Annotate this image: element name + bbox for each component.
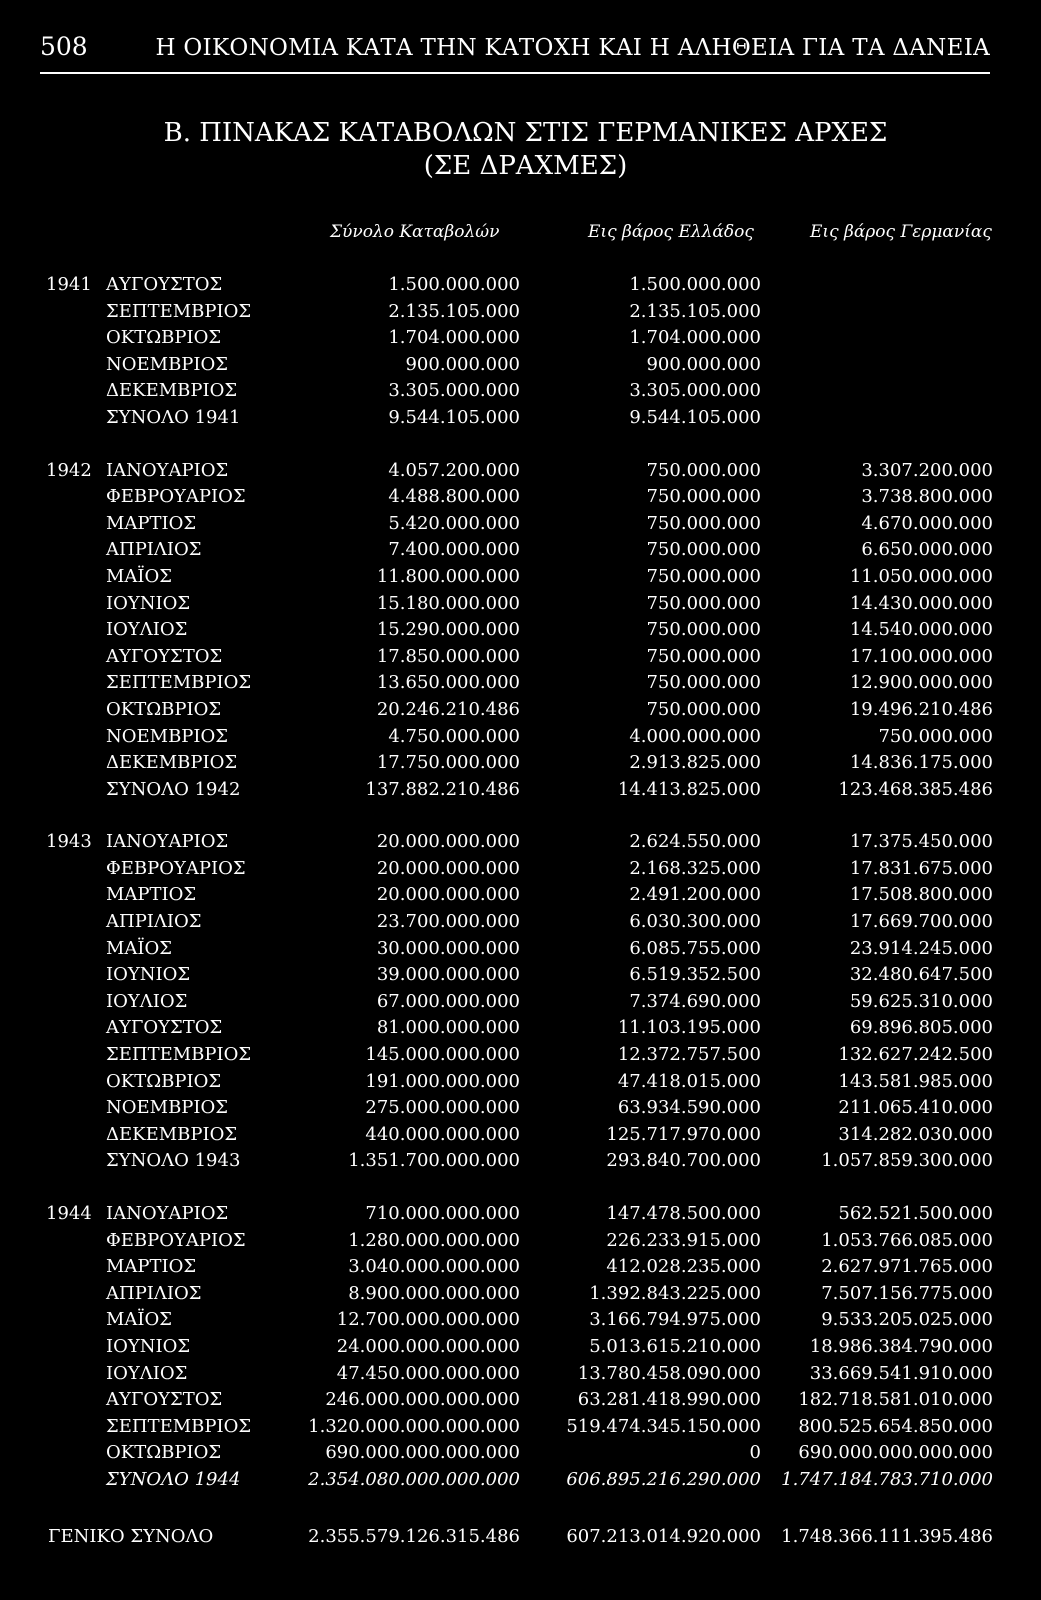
- grand-total-sum: 2.355.579.126.315.486: [308, 1526, 520, 1547]
- row-label: ΜΑΡΤΙΟΣ: [106, 512, 197, 534]
- total-cell: 15.290.000.000: [376, 619, 520, 641]
- germany-cell: 14.836.175.000: [849, 752, 993, 774]
- greece-cell: 4.000.000.000: [629, 725, 761, 747]
- germany-cell: 6.650.000.000: [861, 539, 993, 561]
- greece-cell: 14.413.825.000: [617, 778, 761, 800]
- table-row: [0, 352, 1041, 379]
- greece-cell: 7.374.690.000: [629, 990, 761, 1012]
- table-row: [0, 537, 1041, 564]
- page-number: 508: [40, 32, 88, 61]
- row-label: ΣΥΝΟΛΟ 1942: [106, 778, 241, 800]
- row-label: ΑΠΡΙΛΙΟΣ: [106, 1282, 202, 1304]
- total-cell: 246.000.000.000.000: [325, 1389, 520, 1411]
- greece-cell: 5.013.615.210.000: [589, 1335, 761, 1357]
- row-label: ΙΑΝΟΥΑΡΙΟΣ: [106, 459, 229, 481]
- greece-cell: 750.000.000: [646, 592, 761, 614]
- row-label: ΣΕΠΤΕΜΒΡΙΟΣ: [106, 672, 252, 694]
- total-cell: 5.420.000.000: [388, 512, 520, 534]
- greece-cell: 63.934.590.000: [617, 1097, 761, 1119]
- total-cell: 12.700.000.000.000: [336, 1309, 520, 1331]
- row-label: ΙΟΥΝΙΟΣ: [106, 1335, 191, 1357]
- row-label: ΜΑΪΟΣ: [106, 937, 173, 959]
- table-row: [0, 1440, 1041, 1467]
- germany-cell: 33.669.541.910.000: [809, 1362, 993, 1384]
- table-row: [0, 299, 1041, 326]
- total-cell: 191.000.000.000: [365, 1070, 520, 1092]
- table-row: [0, 1042, 1041, 1069]
- total-cell: 23.700.000.000: [376, 911, 520, 933]
- row-label: ΣΕΠΤΕΜΒΡΙΟΣ: [106, 1044, 252, 1066]
- greece-cell: 6.030.300.000: [629, 911, 761, 933]
- germany-cell: 14.430.000.000: [849, 592, 993, 614]
- total-cell: 1.704.000.000: [388, 327, 520, 349]
- greece-cell: 3.166.794.975.000: [589, 1309, 761, 1331]
- table-row: [0, 1069, 1041, 1096]
- row-label: ΙΟΥΝΙΟΣ: [106, 964, 191, 986]
- table-row: [0, 1015, 1041, 1042]
- table-row: [0, 1228, 1041, 1255]
- greece-cell: 11.103.195.000: [617, 1017, 761, 1039]
- row-label: ΣΕΠΤΕΜΒΡΙΟΣ: [106, 1415, 252, 1437]
- table-row: [0, 484, 1041, 511]
- greece-cell: 2.491.200.000: [629, 884, 761, 906]
- grand-total-greece: 607.213.014.920.000: [566, 1526, 761, 1547]
- greece-cell: 750.000.000: [646, 645, 761, 667]
- germany-cell: 1.053.766.085.000: [821, 1229, 993, 1251]
- greece-cell: 750.000.000: [646, 698, 761, 720]
- row-label: ΟΚΤΩΒΡΙΟΣ: [106, 1070, 222, 1092]
- column-header-greece: Εις βάρος Ελλάδος: [588, 222, 754, 242]
- table-row: [0, 1254, 1041, 1281]
- table-row: [0, 1281, 1041, 1308]
- germany-cell: 3.307.200.000: [861, 459, 993, 481]
- total-cell: 8.900.000.000.000: [348, 1282, 520, 1304]
- germany-cell: 59.625.310.000: [849, 990, 993, 1012]
- year-label: 1943: [46, 831, 92, 853]
- row-label: ΣΥΝΟΛΟ 1943: [106, 1150, 241, 1172]
- greece-cell: 6.519.352.500: [629, 964, 761, 986]
- table-row: [0, 458, 1041, 485]
- table-row: [0, 1334, 1041, 1361]
- table-row: [0, 617, 1041, 644]
- table-row: [0, 1095, 1041, 1122]
- greece-cell: 750.000.000: [646, 565, 761, 587]
- germany-cell: 17.508.800.000: [849, 884, 993, 906]
- total-cell: 3.305.000.000: [388, 380, 520, 402]
- total-cell: 20.246.210.486: [376, 698, 520, 720]
- total-cell: 20.000.000.000: [376, 857, 520, 879]
- table-row: [0, 856, 1041, 883]
- total-cell: 81.000.000.000: [376, 1017, 520, 1039]
- greece-cell: 750.000.000: [646, 512, 761, 534]
- column-header-total: Σύνολο Καταβολών: [330, 222, 500, 242]
- table-row: [0, 829, 1041, 856]
- greece-cell: 63.281.418.990.000: [577, 1389, 761, 1411]
- greece-cell: 1.500.000.000: [629, 274, 761, 295]
- year-total-row: [0, 1148, 1041, 1175]
- table-row: [0, 882, 1041, 909]
- total-cell: 47.450.000.000.000: [336, 1362, 520, 1384]
- greece-cell: 9.544.105.000: [629, 406, 761, 428]
- germany-cell: 17.831.675.000: [849, 857, 993, 879]
- total-cell: 39.000.000.000: [376, 964, 520, 986]
- row-label: ΝΟΕΜΒΡΙΟΣ: [106, 725, 229, 747]
- row-label: ΦΕΒΡΟΥΑΡΙΟΣ: [106, 857, 246, 879]
- table-row: [0, 272, 1041, 299]
- total-cell: 1.351.700.000.000: [348, 1150, 520, 1172]
- row-label: ΣΥΝΟΛΟ 1944: [106, 1468, 241, 1490]
- total-cell: 30.000.000.000: [376, 937, 520, 959]
- total-cell: 440.000.000.000: [365, 1123, 520, 1145]
- greece-cell: 606.895.216.290.000: [566, 1468, 761, 1490]
- table-row: [0, 962, 1041, 989]
- germany-cell: 800.525.654.850.000: [798, 1415, 993, 1437]
- grand-total-germany: 1.748.366.111.395.486: [781, 1526, 993, 1547]
- total-cell: 4.488.800.000: [388, 486, 520, 508]
- row-label: ΙΟΥΛΙΟΣ: [106, 1362, 188, 1384]
- row-label: ΜΑΪΟΣ: [106, 565, 173, 587]
- total-cell: 7.400.000.000: [388, 539, 520, 561]
- germany-cell: 211.065.410.000: [838, 1097, 993, 1119]
- row-label: ΑΥΓΟΥΣΤΟΣ: [106, 1389, 223, 1411]
- row-label: ΣΥΝΟΛΟ 1941: [106, 406, 241, 428]
- greece-cell: 13.780.458.090.000: [577, 1362, 761, 1384]
- germany-cell: 4.670.000.000: [861, 512, 993, 534]
- greece-cell: 47.418.015.000: [617, 1070, 761, 1092]
- page-header: [40, 14, 990, 74]
- table-row: [0, 670, 1041, 697]
- total-cell: 2.135.105.000: [388, 300, 520, 322]
- greece-cell: 293.840.700.000: [606, 1150, 761, 1172]
- year-label: 1942: [46, 459, 92, 481]
- header-rule: [40, 72, 990, 74]
- row-label: ΑΥΓΟΥΣΤΟΣ: [106, 274, 223, 295]
- row-label: ΑΠΡΙΛΙΟΣ: [106, 911, 202, 933]
- germany-cell: 12.900.000.000: [849, 672, 993, 694]
- germany-cell: 562.521.500.000: [838, 1203, 993, 1224]
- row-label: ΙΑΝΟΥΑΡΙΟΣ: [106, 831, 229, 853]
- row-label: ΦΕΒΡΟΥΑΡΙΟΣ: [106, 1229, 246, 1251]
- total-cell: 4.750.000.000: [388, 725, 520, 747]
- row-label: ΙΟΥΛΙΟΣ: [106, 619, 188, 641]
- greece-cell: 750.000.000: [646, 672, 761, 694]
- table-row: [0, 591, 1041, 618]
- table-title: Β. ΠΙΝΑΚΑΣ ΚΑΤΑΒΟΛΩΝ ΣΤΙΣ ΓΕΡΜΑΝΙΚΕΣ ΑΡΧΕΣ: [163, 118, 888, 148]
- greece-cell: 147.478.500.000: [606, 1203, 761, 1224]
- germany-cell: 23.914.245.000: [849, 937, 993, 959]
- table-row: [0, 909, 1041, 936]
- germany-cell: 182.718.581.010.000: [798, 1389, 993, 1411]
- grand-total-label: ΓΕΝΙΚΟ ΣΥΝΟΛΟ: [48, 1526, 214, 1547]
- germany-cell: 32.480.647.500: [849, 964, 993, 986]
- greece-cell: 1.392.843.225.000: [589, 1282, 761, 1304]
- table-row: [0, 325, 1041, 352]
- germany-cell: 7.507.156.775.000: [821, 1282, 993, 1304]
- greece-cell: 1.704.000.000: [629, 327, 761, 349]
- year-total-row: [0, 405, 1041, 432]
- total-cell: 1.320.000.000.000.000: [308, 1415, 520, 1437]
- germany-cell: 750.000.000: [878, 725, 993, 747]
- total-cell: 17.750.000.000: [376, 752, 520, 774]
- greece-cell: 900.000.000: [646, 353, 761, 375]
- total-cell: 145.000.000.000: [365, 1044, 520, 1066]
- germany-cell: 2.627.971.765.000: [821, 1256, 993, 1278]
- table-row: [0, 1361, 1041, 1388]
- table-row: [0, 1414, 1041, 1441]
- greece-cell: 12.372.757.500: [617, 1044, 761, 1066]
- row-label: ΙΟΥΝΙΟΣ: [106, 592, 191, 614]
- row-label: ΝΟΕΜΒΡΙΟΣ: [106, 353, 229, 375]
- total-cell: 13.650.000.000: [376, 672, 520, 694]
- table-row: [0, 1387, 1041, 1414]
- total-cell: 1.500.000.000: [388, 274, 520, 295]
- year-label: 1944: [46, 1203, 92, 1224]
- total-cell: 4.057.200.000: [388, 459, 520, 481]
- row-label: ΟΚΤΩΒΡΙΟΣ: [106, 698, 222, 720]
- germany-cell: 11.050.000.000: [849, 565, 993, 587]
- greece-cell: 750.000.000: [646, 486, 761, 508]
- payments-table: [0, 272, 1041, 1494]
- germany-cell: 3.738.800.000: [861, 486, 993, 508]
- table-subtitle: (ΣΕ ΔΡΑΧΜΕΣ): [423, 151, 628, 181]
- greece-cell: 2.168.325.000: [629, 857, 761, 879]
- table-row: [0, 697, 1041, 724]
- row-label: ΔΕΚΕΜΒΡΙΟΣ: [106, 752, 238, 774]
- year-label: 1941: [46, 274, 92, 295]
- total-cell: 137.882.210.486: [365, 778, 520, 800]
- table-row: [0, 1307, 1041, 1334]
- row-label: ΔΕΚΕΜΒΡΙΟΣ: [106, 380, 238, 402]
- table-row: [0, 1201, 1041, 1228]
- table-row: [0, 936, 1041, 963]
- greece-cell: 125.717.970.000: [606, 1123, 761, 1145]
- year-total-row: [0, 777, 1041, 804]
- group-spacer: [0, 432, 1041, 458]
- year-total-row: [0, 1467, 1041, 1494]
- group-spacer: [0, 1175, 1041, 1201]
- row-label: ΜΑΡΤΙΟΣ: [106, 884, 197, 906]
- table-row: [0, 989, 1041, 1016]
- total-cell: 3.040.000.000.000: [348, 1256, 520, 1278]
- total-cell: 67.000.000.000: [376, 990, 520, 1012]
- row-label: ΣΕΠΤΕΜΒΡΙΟΣ: [106, 300, 252, 322]
- greece-cell: 519.474.345.150.000: [566, 1415, 761, 1437]
- total-cell: 710.000.000.000: [365, 1203, 520, 1224]
- greece-cell: 412.028.235.000: [606, 1256, 761, 1278]
- row-label: ΙΟΥΛΙΟΣ: [106, 990, 188, 1012]
- germany-cell: 18.986.384.790.000: [809, 1335, 993, 1357]
- row-label: ΔΕΚΕΜΒΡΙΟΣ: [106, 1123, 238, 1145]
- total-cell: 690.000.000.000.000: [325, 1442, 520, 1464]
- running-title: Η ΟΙΚΟΝΟΜΙΑ ΚΑΤΑ ΤΗΝ ΚΑΤΟΧΗ ΚΑΙ Η ΑΛΗΘΕΙΑ ΓΙΑ ΤΑ ΔΑΝΕΙΑ: [155, 35, 990, 61]
- table-row: [0, 724, 1041, 751]
- germany-cell: 9.533.205.025.000: [821, 1309, 993, 1331]
- germany-cell: 690.000.000.000.000: [798, 1442, 993, 1464]
- row-label: ΟΚΤΩΒΡΙΟΣ: [106, 327, 222, 349]
- total-cell: 20.000.000.000: [376, 831, 520, 853]
- greece-cell: 2.913.825.000: [629, 752, 761, 774]
- greece-cell: 2.624.550.000: [629, 831, 761, 853]
- greece-cell: 2.135.105.000: [629, 300, 761, 322]
- row-label: ΦΕΒΡΟΥΑΡΙΟΣ: [106, 486, 246, 508]
- total-cell: 20.000.000.000: [376, 884, 520, 906]
- greece-cell: 226.233.915.000: [606, 1229, 761, 1251]
- greece-cell: 3.305.000.000: [629, 380, 761, 402]
- table-row: [0, 750, 1041, 777]
- germany-cell: 14.540.000.000: [849, 619, 993, 641]
- germany-cell: 132.627.242.500: [838, 1044, 993, 1066]
- row-label: ΝΟΕΜΒΡΙΟΣ: [106, 1097, 229, 1119]
- table-row: [0, 644, 1041, 671]
- row-label: ΑΠΡΙΛΙΟΣ: [106, 539, 202, 561]
- table-row: [0, 511, 1041, 538]
- total-cell: 17.850.000.000: [376, 645, 520, 667]
- total-cell: 900.000.000: [405, 353, 520, 375]
- germany-cell: 143.581.985.000: [838, 1070, 993, 1092]
- greece-cell: 750.000.000: [646, 619, 761, 641]
- germany-cell: 1.747.184.783.710.000: [781, 1468, 993, 1490]
- germany-cell: 17.375.450.000: [849, 831, 993, 853]
- total-cell: 2.354.080.000.000.000: [308, 1468, 520, 1490]
- greece-cell: 750.000.000: [646, 539, 761, 561]
- greece-cell: 6.085.755.000: [629, 937, 761, 959]
- row-label: ΑΥΓΟΥΣΤΟΣ: [106, 1017, 223, 1039]
- column-header-germany: Εις βάρος Γερμανίας: [810, 222, 992, 242]
- germany-cell: 69.896.805.000: [849, 1017, 993, 1039]
- total-cell: 24.000.000.000.000: [336, 1335, 520, 1357]
- germany-cell: 123.468.385.486: [838, 778, 993, 800]
- grand-total-row: [0, 1522, 1041, 1552]
- greece-cell: 750.000.000: [646, 459, 761, 481]
- row-label: ΟΚΤΩΒΡΙΟΣ: [106, 1442, 222, 1464]
- germany-cell: 19.496.210.486: [849, 698, 993, 720]
- group-spacer: [0, 803, 1041, 829]
- germany-cell: 17.100.000.000: [849, 645, 993, 667]
- greece-cell: 0: [749, 1442, 761, 1464]
- table-row: [0, 378, 1041, 405]
- table-row: [0, 564, 1041, 591]
- total-cell: 9.544.105.000: [388, 406, 520, 428]
- total-cell: 15.180.000.000: [376, 592, 520, 614]
- germany-cell: 17.669.700.000: [849, 911, 993, 933]
- row-label: ΜΑΪΟΣ: [106, 1309, 173, 1331]
- total-cell: 1.280.000.000.000: [348, 1229, 520, 1251]
- total-cell: 11.800.000.000: [376, 565, 520, 587]
- row-label: ΑΥΓΟΥΣΤΟΣ: [106, 645, 223, 667]
- total-cell: 275.000.000.000: [365, 1097, 520, 1119]
- table-row: [0, 1122, 1041, 1149]
- row-label: ΜΑΡΤΙΟΣ: [106, 1256, 197, 1278]
- row-label: ΙΑΝΟΥΑΡΙΟΣ: [106, 1203, 229, 1224]
- germany-cell: 1.057.859.300.000: [821, 1150, 993, 1172]
- germany-cell: 314.282.030.000: [838, 1123, 993, 1145]
